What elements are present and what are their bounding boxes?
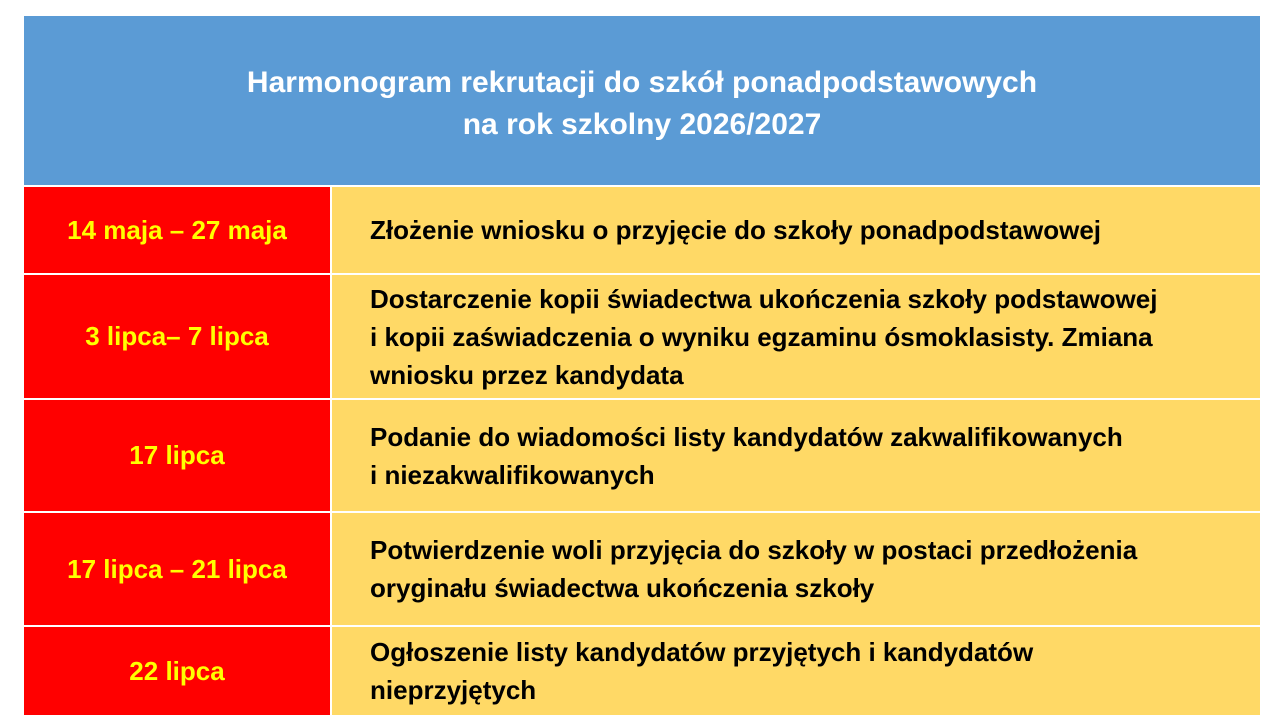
schedule-row [24,273,1260,398]
date-cell: 14 maja – 27 maja [24,187,332,273]
description-line: i kopii zaświadczenia o wyniku egzaminu ósmoklasisty. Zmiana [370,321,1153,352]
title-banner [24,16,1260,185]
description-line: i niezakwalifikowanych [370,459,655,490]
schedule-row [24,625,1260,715]
description-line: nieprzyjętych [370,675,537,705]
description-line: Ogłoszenie listy kandydatów przyjętych i kandydatów [370,637,1034,667]
schedule-row [24,398,1260,511]
description-cell [332,627,1260,715]
schedule-table [24,187,1260,715]
title-line-1: Harmonogram rekrutacji do szkół ponadpodstawowych [246,65,1038,99]
schedule-row [24,187,1260,273]
description-line: Potwierdzenie woli przyjęcia do szkoły w postaci przedłożenia [370,535,1138,565]
description-cell [332,400,1260,511]
schedule-row [24,511,1260,625]
date-cell: 17 lipca [24,400,332,511]
date-cell: 3 lipca– 7 lipca [24,275,332,398]
description-cell [332,275,1260,398]
description-cell [332,513,1260,625]
description-line: Złożenie wniosku o przyjęcie do szkoły ponadpodstawowej [370,215,1102,245]
description-cell [332,187,1260,273]
date-cell: 22 lipca [24,627,332,715]
description-line: wniosku przez kandydata [370,359,684,390]
slide [24,16,1260,720]
title-line-2: na rok szkolny 2026/2027 [462,107,822,141]
description-line: Podanie do wiadomości listy kandydatów zakwalifikowanych [370,421,1123,452]
date-cell: 17 lipca – 21 lipca [24,513,332,625]
description-line: oryginału świadectwa ukończenia szkoły [370,573,875,603]
description-line: Dostarczenie kopii świadectwa ukończenia szkoły podstawowej [370,283,1158,314]
